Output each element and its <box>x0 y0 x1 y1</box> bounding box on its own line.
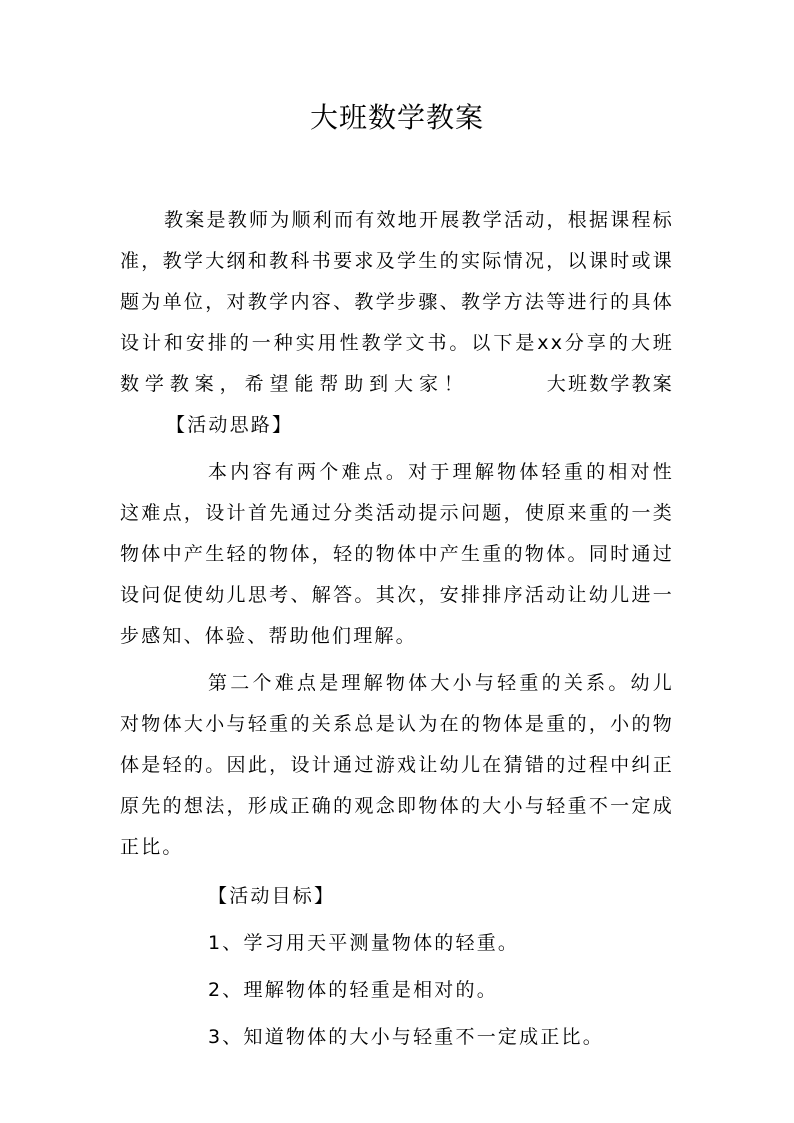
document-title: 大班数学教案 <box>309 101 484 134</box>
inline-heading: 大班数学教案 <box>546 373 674 395</box>
section-heading-thinking: 【活动思路】 <box>166 414 294 436</box>
spacer <box>120 868 674 876</box>
goal-item-3: 3、知道物体的大小与轻重不一定成正比。 <box>208 1026 604 1048</box>
goal-item-1: 1、学习用天平测量物体的轻重。 <box>208 932 520 954</box>
section-heading-goals: 【活动目标】 <box>208 885 336 907</box>
goal-item-2: 2、理解物体的轻重是相对的。 <box>208 979 498 1001</box>
difficulty-paragraph-2: 第二个难点是理解物体大小与轻重的关系。幼儿对物体大小与轻重的关系总是认为在的物体是重的，小的物体是轻的。因此，设计通过游戏让幼儿在猜错的过程中纠正原先的想法，形成正确的观念即物体的大小与轻重不一定成正比。 <box>120 672 674 858</box>
document-body <box>120 200 674 1058</box>
difficulty-paragraph-1: 本内容有两个难点。对于理解物体轻重的相对性这难点，设计首先通过分类活动提示问题，使原来重的一类物体中产生轻的物体，轻的物体中产生重的物体。同时通过设问促使幼儿思考、解答。其次，安排排序活动让幼儿进一步感知、体验、帮助他们理解。 <box>120 461 674 647</box>
intro-text: 教案是教师为顺利而有效地开展教学活动，根据课程标准，教学大纲和教科书要求及学生的实际情况，以课时或课题为单位，对教学内容、教学步骤、教学方法等进行的具体设计和安排的一种实用性教学文书。以下是xx分享的大班数学教案，希望能帮助到大家！ <box>120 209 674 395</box>
intro-paragraph <box>120 200 674 446</box>
